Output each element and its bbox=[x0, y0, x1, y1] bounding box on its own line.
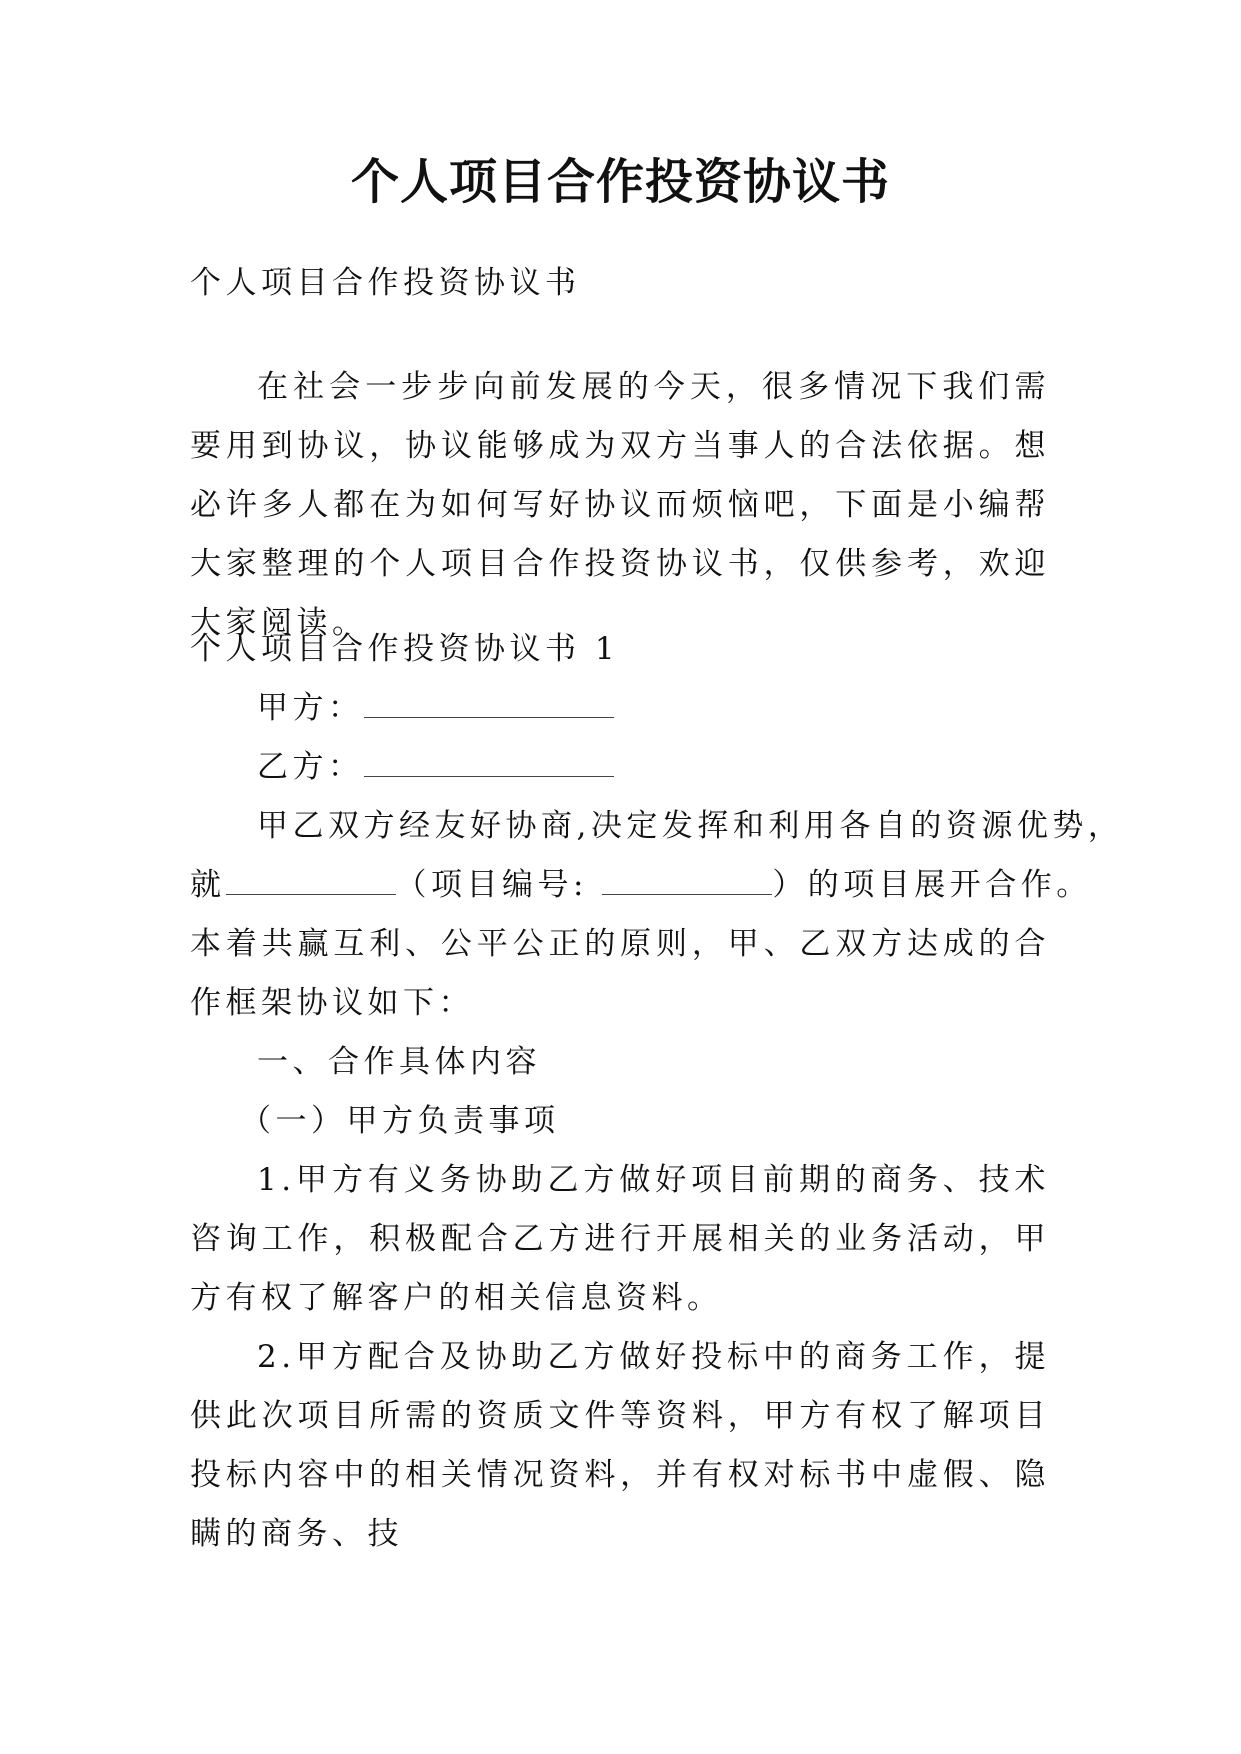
agreement-line-2 bbox=[190, 856, 1092, 915]
agreement-rest: 本着共赢互利、公平公正的原则，甲、乙双方达成的合作框架协议如下： bbox=[190, 926, 1050, 1021]
item-2: 2.甲方配合及协助乙方做好投标中的商务工作，提供此次项目所需的资质文件等资料，甲方有权了解项目投标内容中的相关情况资料，并有权对标书中虚假、隐瞒的商务、技 bbox=[190, 1339, 1050, 1552]
item-1: 1.甲方有义务协助乙方做好项目前期的商务、技术咨询工作，积极配合乙方进行开展相关的业务活动，甲方有权了解客户的相关信息资料。 bbox=[190, 1162, 1050, 1316]
agreement-line-2-end: ）的项目展开合作。 bbox=[772, 867, 1092, 903]
project-number-label: （项目编号: bbox=[395, 867, 588, 903]
party-b-line bbox=[257, 738, 614, 797]
heading-1-1: （一）甲方负责事项 bbox=[240, 1103, 560, 1139]
document-subtitle: 个人项目合作投资协议书 bbox=[190, 265, 581, 301]
heading-1: 一、合作具体内容 bbox=[257, 1044, 541, 1080]
party-a-label: 甲方： bbox=[257, 690, 364, 726]
party-a-line bbox=[257, 679, 614, 738]
project-number-blank[interactable] bbox=[602, 872, 772, 895]
party-b-blank[interactable] bbox=[364, 754, 614, 777]
party-b-label: 乙方： bbox=[257, 749, 364, 785]
agreement-line-1: 甲乙双方经友好协商,决定发挥和利用各自的资源优势， bbox=[257, 808, 1124, 844]
document-title: 个人项目合作投资协议书 bbox=[350, 154, 890, 210]
agreement-jiu: 就 bbox=[190, 867, 226, 903]
project-name-blank[interactable] bbox=[226, 872, 396, 895]
section-title: 个人项目合作投资协议书 1 bbox=[190, 631, 620, 667]
intro-paragraph: 在社会一步步向前发展的今天，很多情况下我们需要用到协议，协议能够成为双方当事人的合法依据。想必许多人都在为如何写好协议而烦恼吧，下面是小编帮大家整理的个人项目合作投资协议书，仅供参考，欢迎大家阅读。 bbox=[190, 369, 1050, 641]
party-a-blank[interactable] bbox=[364, 695, 614, 718]
